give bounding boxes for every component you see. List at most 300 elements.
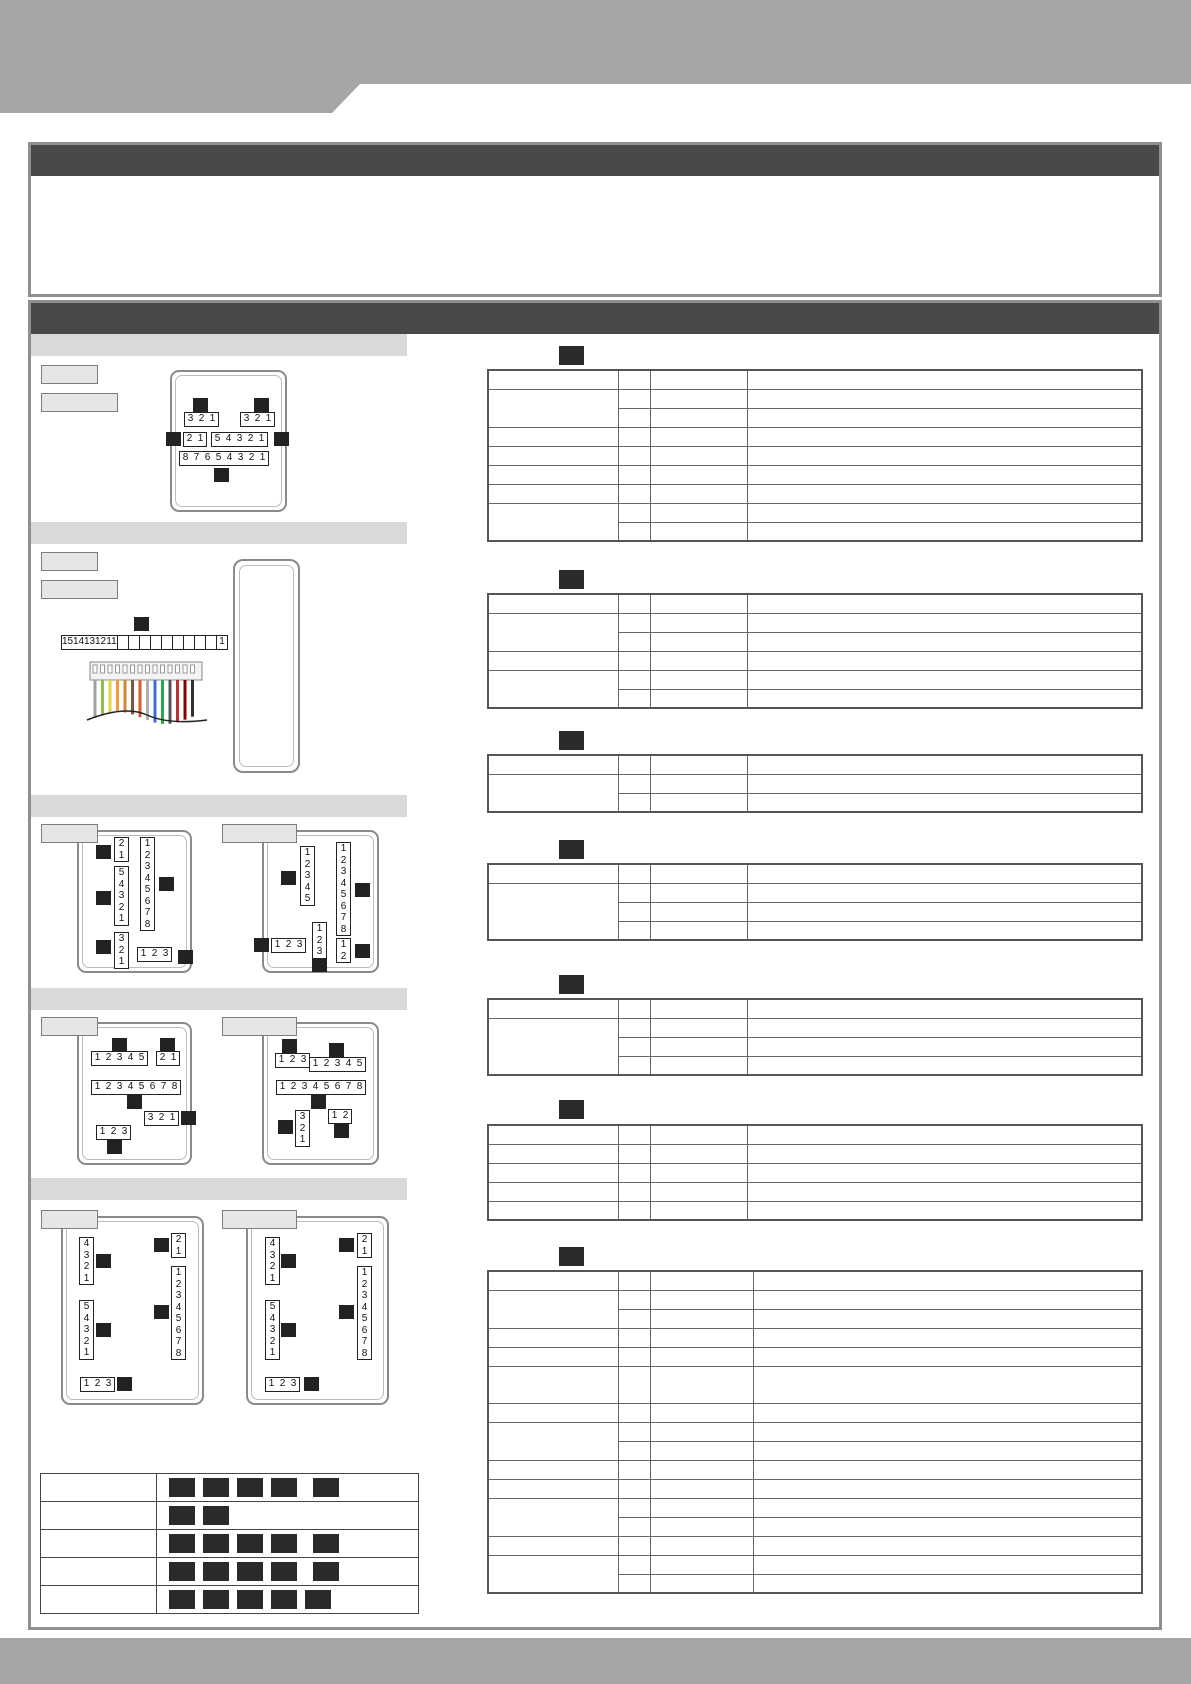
table-row [488,427,1142,446]
pin: 13 [84,636,96,647]
pin: 5 [269,1301,276,1312]
pin: 4 [304,881,311,893]
pin: 4 [226,452,233,463]
pin: 2 [247,433,254,444]
pin: 3 [162,948,169,959]
pin: 2 [105,1052,112,1063]
pin: 4 [225,433,232,444]
panel4-right-tag-2 [329,1043,344,1057]
panel2-strip-pins [61,635,228,650]
pin: 2 [342,1110,349,1121]
pin: 1 [175,1267,182,1278]
panel5-right-col-b [357,1233,372,1258]
table6-tag [559,1100,584,1119]
pin: 7 [175,1336,182,1347]
pin: 7 [193,452,200,463]
pin: 3 [269,1249,276,1261]
pin: 3 [147,1112,154,1123]
panel5-left-tag-3 [154,1305,169,1319]
pin: 4 [83,1312,90,1324]
pin: 2 [285,939,292,950]
pin: 2 [159,1052,166,1063]
pin: 5 [175,1313,182,1324]
panel4-right-row-c [276,1080,366,1095]
panel4-left-tag-4 [181,1111,196,1125]
pin: 4 [269,1312,276,1324]
pin: 2 [110,1126,117,1137]
pin: 3 [105,1378,112,1389]
pin: 3 [144,861,151,872]
pin: 5 [361,1313,368,1324]
pin: 1 [304,847,311,858]
panel5-right-tag-2 [339,1238,354,1252]
pin-table-4 [487,863,1143,941]
pin: 3 [175,1290,182,1301]
harness-pin [153,665,157,673]
harness-pin [161,665,165,673]
pin: 2 [175,1278,182,1290]
panel1-row-a [184,412,219,427]
panel4-left-row-d [144,1111,179,1126]
pin: 6 [144,895,151,907]
panel5-right-tag-1 [281,1254,296,1268]
pin: 3 [118,933,125,944]
pin: 1 [144,838,151,849]
pin: 5 [138,1052,145,1063]
panel3-right-col-d [336,938,351,963]
panel3-connector-left [77,830,192,973]
pin-table-1 [487,369,1143,542]
panel3-left-col-b [114,866,129,926]
pin: 2 [304,858,311,870]
pin [139,636,150,649]
pin: 2 [289,1054,296,1065]
panel5-left-tag-4 [96,1323,111,1337]
pin: 2 [118,944,125,956]
panel4-left-tag-5 [107,1140,122,1154]
summary-row [41,1502,419,1530]
pin: 8 [144,918,151,930]
pin: 8 [171,1081,178,1092]
panel5-left-row-e [80,1377,115,1392]
panel3-left-tag-3 [96,891,111,905]
pin-table-6 [487,1124,1143,1221]
pin: 1 [316,923,323,934]
pin: 1 [170,1052,177,1063]
pin: 6 [361,1324,368,1336]
panel4-right-tag-5 [334,1124,349,1138]
pin: 1 [361,1245,368,1257]
pin: 1 [269,1272,276,1284]
table3-tag [559,731,584,750]
panel5-left-tag-2 [154,1238,169,1252]
panel5-left-col-c [171,1266,186,1360]
panel3-strip [31,795,407,817]
pin: 11 [106,636,117,647]
pin: 6 [340,900,347,912]
panel3-label-left [41,824,98,843]
pin: 2 [158,1112,165,1123]
pin: 3 [316,946,323,957]
pin: 1 [197,433,204,444]
table-row [488,883,1142,902]
pin: 3 [296,939,303,950]
panel5-left-col-d [79,1300,94,1360]
pin: 8 [182,452,189,463]
panel4-left-row-e [96,1125,131,1140]
pin: 2 [340,950,347,962]
pin: 8 [175,1347,182,1359]
panel1-label-a [41,365,98,384]
pin: 3 [116,1052,123,1063]
pin: 4 [312,1081,319,1092]
pin: 1 [340,939,347,950]
panel4-right-row-a [275,1053,310,1068]
panel1-strip [31,334,407,356]
pin [128,636,139,649]
panel2-label-a [41,552,98,571]
panel3-left-tag-1 [96,845,111,859]
harness-pin [131,665,135,673]
panel3-left-col-c [114,932,129,969]
pin: 1 [83,1347,90,1358]
pin: 1 [265,413,272,424]
panel1-row-e [179,451,269,466]
pin [183,636,194,649]
pin: 1 [340,843,347,854]
table-row [488,774,1142,793]
panel3-right-tag-2 [355,883,370,897]
pin: 4 [127,1052,134,1063]
panel3-right-tag-1 [281,871,296,885]
panel4-left-row-b [156,1051,180,1066]
pin: 1 [94,1052,101,1063]
pin: 4 [269,1238,276,1249]
pin: 7 [340,912,347,923]
pin: 2 [175,1234,182,1245]
table-row [488,1460,1142,1479]
table-row [488,1290,1142,1309]
summary-row [41,1474,419,1502]
harness-pin [168,665,172,673]
panel5-right-tag-5 [304,1377,319,1391]
panel4-right-tag-1 [282,1039,297,1053]
pin-table-2 [487,593,1143,709]
table-row [488,594,1142,613]
panel4-left-tag-2 [160,1038,175,1052]
table-row [488,1422,1142,1441]
pin: 1 [312,1058,319,1069]
pin: 2 [269,1261,276,1272]
table-row [488,1182,1142,1201]
panel4-right-row-e [328,1109,352,1124]
panel5-left-col-a [79,1237,94,1285]
pin: 5 [215,452,222,463]
panel4-left-row-c [91,1080,181,1095]
pin [161,636,172,649]
table-row [488,1498,1142,1517]
pin: 8 [361,1347,368,1359]
intro-section-bar [31,145,1159,176]
panel3-left-tag-5 [178,950,193,964]
panel3-left-tag-2 [159,877,174,891]
pin: 2 [340,854,347,866]
harness-pin [108,665,112,673]
pin: 2 [83,1335,90,1347]
panel2-strip [31,522,407,544]
pin: 5 [118,867,125,878]
footer-band [0,1638,1191,1684]
harness-pin [176,665,180,673]
pin: 4 [340,877,347,889]
intro-section [28,142,1162,297]
table-row [488,1163,1142,1182]
panel5-label-left [41,1210,98,1229]
table-row [488,1366,1142,1403]
table-row [488,1536,1142,1555]
panel2-tag [134,617,149,631]
pin: 3 [116,1081,123,1092]
panel5-right-tag-4 [281,1323,296,1337]
panel1-tag-2 [254,398,269,412]
table-row [488,1271,1142,1290]
table-row [488,651,1142,670]
table-row [488,370,1142,389]
table-row [488,864,1142,883]
pin: 3 [334,1058,341,1069]
table-row [488,999,1142,1018]
table-row [488,1328,1142,1347]
panel1-tag-3 [166,432,181,446]
pin: 6 [334,1081,341,1092]
pin: 2 [323,1058,330,1069]
pin: 12 [95,636,107,647]
panel5-right-col-a [265,1237,280,1285]
panel4-right-tag-3 [311,1095,326,1109]
pin: 2 [361,1278,368,1290]
panel2-label-b [41,580,118,599]
pin: 3 [83,1324,90,1335]
summary-row [41,1558,419,1586]
panel4-right-col-d [295,1110,310,1147]
pin: 1 [258,433,265,444]
pin: 3 [237,452,244,463]
pin: 4 [118,878,125,890]
pin: 1 [299,1134,306,1145]
pin: 1 [209,413,216,424]
table-row [488,670,1142,689]
panel3-left-col-d [140,837,155,931]
pin [194,636,205,649]
pin: 4 [83,1238,90,1249]
pin: 1 [94,1081,101,1092]
table-row [488,1144,1142,1163]
table-row [488,1018,1142,1037]
pin: 2 [151,948,158,959]
table1-tag [559,346,584,365]
pin: 5 [138,1081,145,1092]
pin [150,636,161,649]
pin: 5 [356,1058,363,1069]
panel5-left-tag-1 [96,1254,111,1268]
panel5-right-col-d [265,1300,280,1360]
pin: 3 [304,870,311,881]
pin: 2 [105,1081,112,1092]
pin: 1 [279,1081,286,1092]
pin: 5 [144,884,151,895]
pin: 3 [300,1054,307,1065]
pin: 3 [83,1249,90,1261]
panel3-label-right [222,824,297,843]
panel3-right-col-a [300,846,315,906]
table-row [488,1201,1142,1220]
panel4-label-right [222,1017,297,1036]
pin: 5 [214,433,221,444]
pin: 1 [175,1245,182,1257]
harness-pin [183,665,187,673]
summary-row [41,1586,419,1614]
pin: 2 [94,1378,101,1389]
pin: 2 [269,1335,276,1347]
pin: 6 [149,1081,156,1092]
panel3-right-tag-3 [254,938,269,952]
pin: 2 [290,1081,297,1092]
pin: 2 [361,1234,368,1245]
pin: 1 [83,1378,90,1389]
panel5-label-right [222,1210,297,1229]
panel5-right-tag-3 [339,1305,354,1319]
panel4-label-left [41,1017,98,1036]
table-row [488,484,1142,503]
header-shape [0,0,1191,113]
pin: 7 [144,907,151,918]
panel1-tag-4 [274,432,289,446]
panel1-row-c [183,432,207,447]
pin: 2 [279,1378,286,1389]
pin: 3 [121,1126,128,1137]
pin: 1 [278,1054,285,1065]
panel3-right-tag-5 [312,958,327,972]
table-row [488,465,1142,484]
pin: 4 [144,872,151,884]
pin: 2 [316,934,323,946]
table-row [488,1555,1142,1574]
pin: 2 [83,1261,90,1272]
harness-pin [93,665,97,673]
panel4-right-tag-4 [278,1120,293,1134]
pin: 1 [169,1112,176,1123]
pin: 2 [186,433,193,444]
panel1-tag-1 [193,398,208,412]
summary-row [41,1530,419,1558]
panel2-connector [233,559,300,773]
table-row [488,613,1142,632]
pin: 1 [83,1272,90,1284]
pin: 5 [304,893,311,904]
harness-pin [146,665,150,673]
pin: 7 [361,1336,368,1347]
pin: 1 [274,939,281,950]
pin: 1 [269,1347,276,1358]
table-row [488,755,1142,774]
pin: 4 [361,1301,368,1313]
pin: 5 [83,1301,90,1312]
harness-pin [191,665,195,673]
panel1-row-d [211,432,268,447]
pin [172,636,183,649]
pin: 1 [268,1378,275,1389]
header-band [0,0,1191,113]
panel1-tag-5 [214,468,229,482]
pin: 3 [290,1378,297,1389]
pin: 3 [236,433,243,444]
pin: 1 [331,1110,338,1121]
pin: 15 [62,636,74,647]
harness-pin [116,665,120,673]
pin: 3 [187,413,194,424]
harness-pin [123,665,127,673]
panel4-right-row-b [309,1057,366,1072]
pin: 6 [204,452,211,463]
pin [117,636,128,649]
pin: 1 [259,452,266,463]
pin: 8 [340,923,347,935]
table4-tag [559,840,584,859]
pin: 3 [340,866,347,877]
panel3-right-col-b [336,842,351,936]
pin-table-3 [487,754,1143,813]
table-row [488,1403,1142,1422]
pin: 2 [248,452,255,463]
pin: 3 [361,1290,368,1301]
table2-tag [559,570,584,589]
pin: 1 [118,956,125,967]
pin-table-7 [487,1270,1143,1594]
pin: 2 [118,901,125,913]
panel5-left-tag-5 [117,1377,132,1391]
panel1-row-b [240,412,275,427]
harness-pin [138,665,142,673]
summary-table [40,1473,419,1614]
pin: 2 [254,413,261,424]
pin: 3 [243,413,250,424]
table-row [488,1479,1142,1498]
pin: 7 [160,1081,167,1092]
pin: 5 [323,1081,330,1092]
table-row [488,389,1142,408]
panel5-right-col-c [357,1266,372,1360]
panel5-left-col-b [171,1233,186,1258]
panel4-left-row-a [91,1051,148,1066]
pin: 4 [175,1301,182,1313]
panel4-strip [31,988,407,1010]
table5-tag [559,975,584,994]
pin-table-5 [487,998,1143,1076]
pin: 2 [118,838,125,849]
panel3-right-col-c [312,922,327,959]
pin: 8 [356,1081,363,1092]
pin: 4 [127,1081,134,1092]
pin: 1 [99,1126,106,1137]
pin: 1 [140,948,147,959]
panel3-left-col-a [114,837,129,862]
pin: 14 [73,636,85,647]
table-row [488,1347,1142,1366]
pin: 1 [118,913,125,924]
pinout-section-bar [31,303,1159,334]
pin: 3 [301,1081,308,1092]
panel3-right-row-e [271,938,306,953]
